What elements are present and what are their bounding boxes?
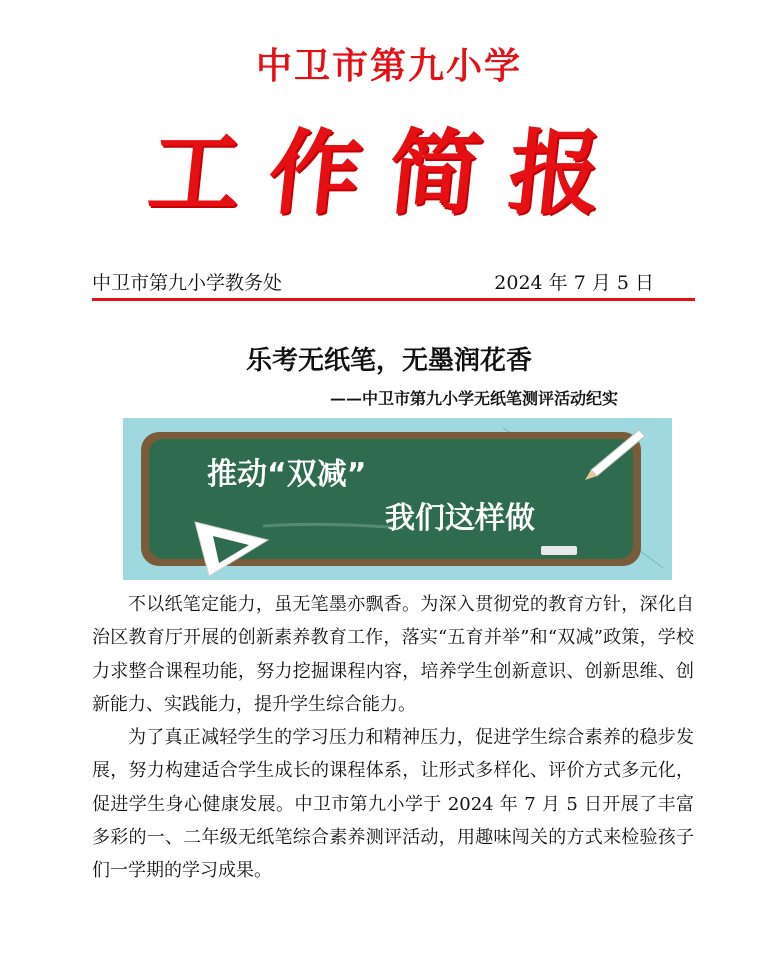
article-title: 乐考无纸笔，无墨润花香 — [245, 346, 532, 376]
issue-date: 2024 年 7 月 5 日 — [494, 272, 654, 294]
info-row — [92, 268, 694, 295]
newsletter-title: 工作简报 — [143, 119, 635, 227]
school-name: 中卫市第九小学 — [255, 45, 522, 87]
paragraph-1: 不以纸笔定能力，虽无笔墨亦飘香。为深入贯彻党的教育方针，深化自治区教育厅开展的创新素养教育工作，落实“五育并举”和“双减”政策，学校力求整合课程功能，努力挖掘课程内容，培养学生创新意识、创新思维、创新能力、实践能力，提升学生综合能力。 — [92, 594, 694, 715]
banner-line-2: 我们这样做 — [385, 501, 535, 536]
banner-line-1: 推动“双减” — [207, 457, 367, 492]
banner-image — [123, 418, 672, 580]
eraser-icon — [541, 546, 577, 555]
paragraph-2: 为了真正减轻学生的学习压力和精神压力，促进学生综合素养的稳步发展，努力构建适合学生成长的课程体系，让形式多样化、评价方式多元化，促进学生身心健康发展。中卫市第九小学于 2024 年 7 月 5 日开展了丰富多彩的一、二年级无纸笔综合素养测评活动，用趣味闯关的方式来检验孩子们一学期的学习成果。 — [92, 727, 694, 882]
red-divider — [92, 298, 695, 301]
article-body — [92, 588, 694, 888]
department-label: 中卫市第九小学教务处 — [92, 272, 283, 294]
article-subtitle: ——中卫市第九小学无纸笔测评活动纪实 — [330, 389, 619, 408]
